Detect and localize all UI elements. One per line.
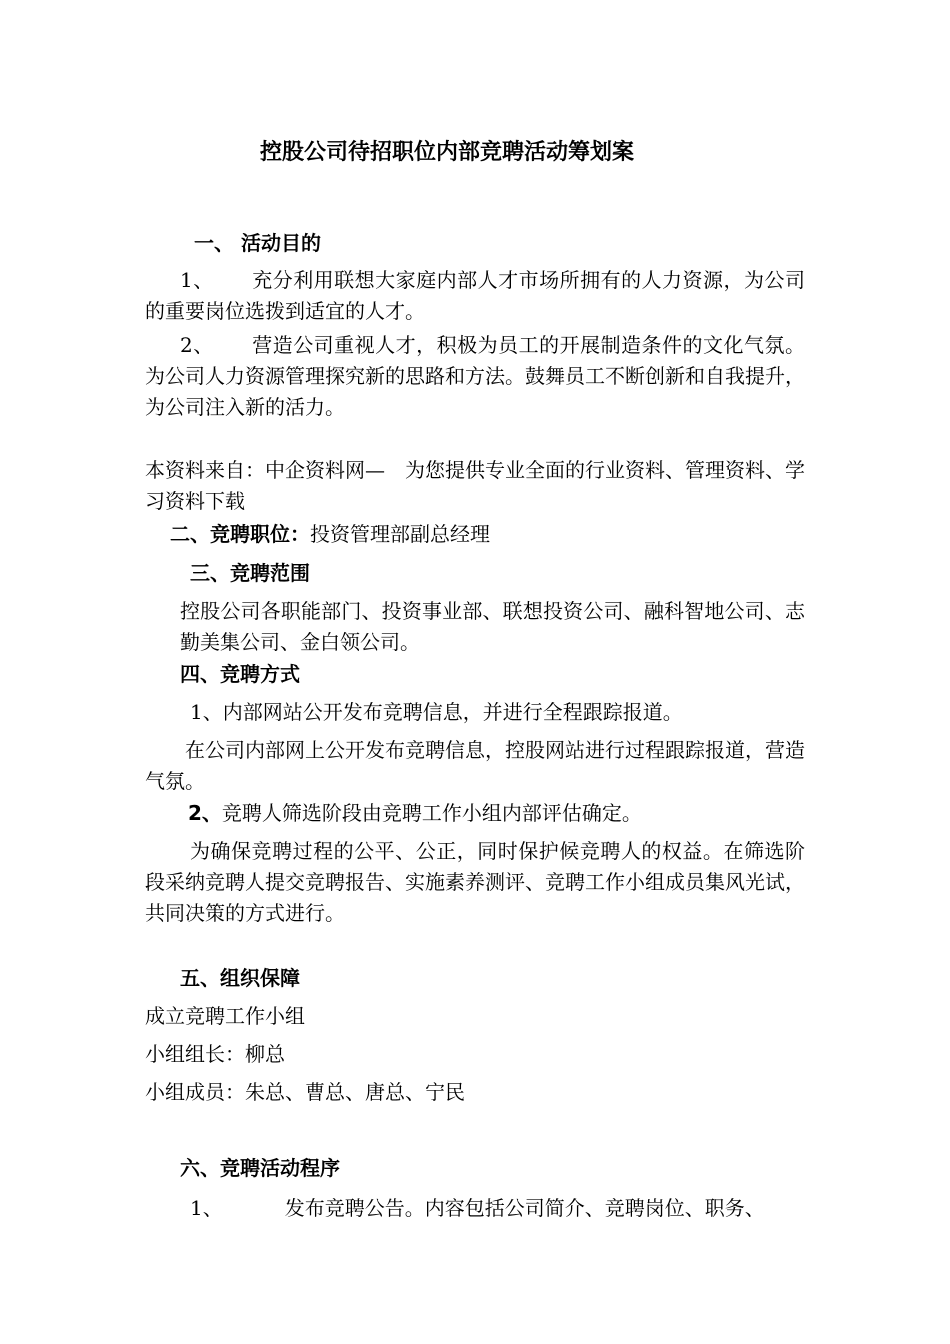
item-number: 1、: [180, 268, 214, 292]
section-4-heading: 四、竞聘方式: [180, 662, 300, 686]
item-number: 2、: [180, 333, 214, 357]
section-5-line-2: 小组组长：柳总: [145, 1042, 285, 1066]
section-4-para-1: 在公司内部网上公开发布竞聘信息，控股网站进行过程跟踪报道，营造气氛。: [145, 738, 805, 793]
section-2-heading: 二、竞聘职位：: [170, 522, 310, 546]
item-text: 竞聘人筛选阶段由竞聘工作小组内部评估确定。: [221, 801, 642, 825]
section-1-heading: 一、 活动目的: [194, 231, 321, 255]
section-2-value: 投资管理部副总经理: [310, 522, 490, 546]
section-1-item-2: [145, 330, 805, 423]
section-5-line-3: 小组成员：朱总、曹总、唐总、宁民: [145, 1080, 465, 1104]
section-5-line-1: 成立竞聘工作小组: [145, 1004, 305, 1028]
item-number: 1、: [190, 700, 223, 724]
section-1-item-1: [145, 265, 805, 327]
section-5-heading: 五、组织保障: [180, 966, 300, 990]
section-3-heading: 三、竞聘范围: [190, 561, 310, 585]
section-6-item-1: [190, 1193, 765, 1224]
section-4-item-2: [188, 798, 642, 829]
section-4-item-1: [190, 697, 683, 728]
section-2: [170, 519, 490, 550]
item-number: 1、: [190, 1196, 223, 1220]
item-text: 营造公司重视人才，积极为员工的开展制造条件的文化气氛。为公司人力资源管理探究新的思路和方法。鼓舞员工不断创新和自我提升，为公司注入新的活力。: [145, 333, 806, 419]
item-text: 发布竞聘公告。内容包括公司简介、竞聘岗位、职务、: [284, 1196, 765, 1220]
item-text: 充分利用联想大家庭内部人才市场所拥有的人力资源，为公司的重要岗位选拨到适宜的人才。: [145, 268, 806, 323]
section-4-para-2: 为确保竞聘过程的公平、公正，同时保护候竞聘人的权益。在筛选阶段采纳竞聘人提交竞聘报告、实施素养测评、竞聘工作小组成员集风光试，共同决策的方式进行。: [145, 839, 805, 925]
section-3-text: 控股公司各职能部门、投资事业部、联想投资公司、融科智地公司、志勤美集公司、金白领公司。: [180, 599, 805, 654]
section-6-heading: 六、竞聘活动程序: [180, 1156, 340, 1180]
item-text: 内部网站公开发布竞聘信息，并进行全程跟踪报道。: [222, 700, 683, 724]
item-number: 2、: [188, 801, 222, 825]
source-note: 本资料来自：中企资料网— 为您提供专业全面的行业资料、管理资料、学习资料下载: [145, 458, 805, 513]
document-title: 控股公司待招职位内部竞聘活动筹划案: [260, 140, 635, 165]
